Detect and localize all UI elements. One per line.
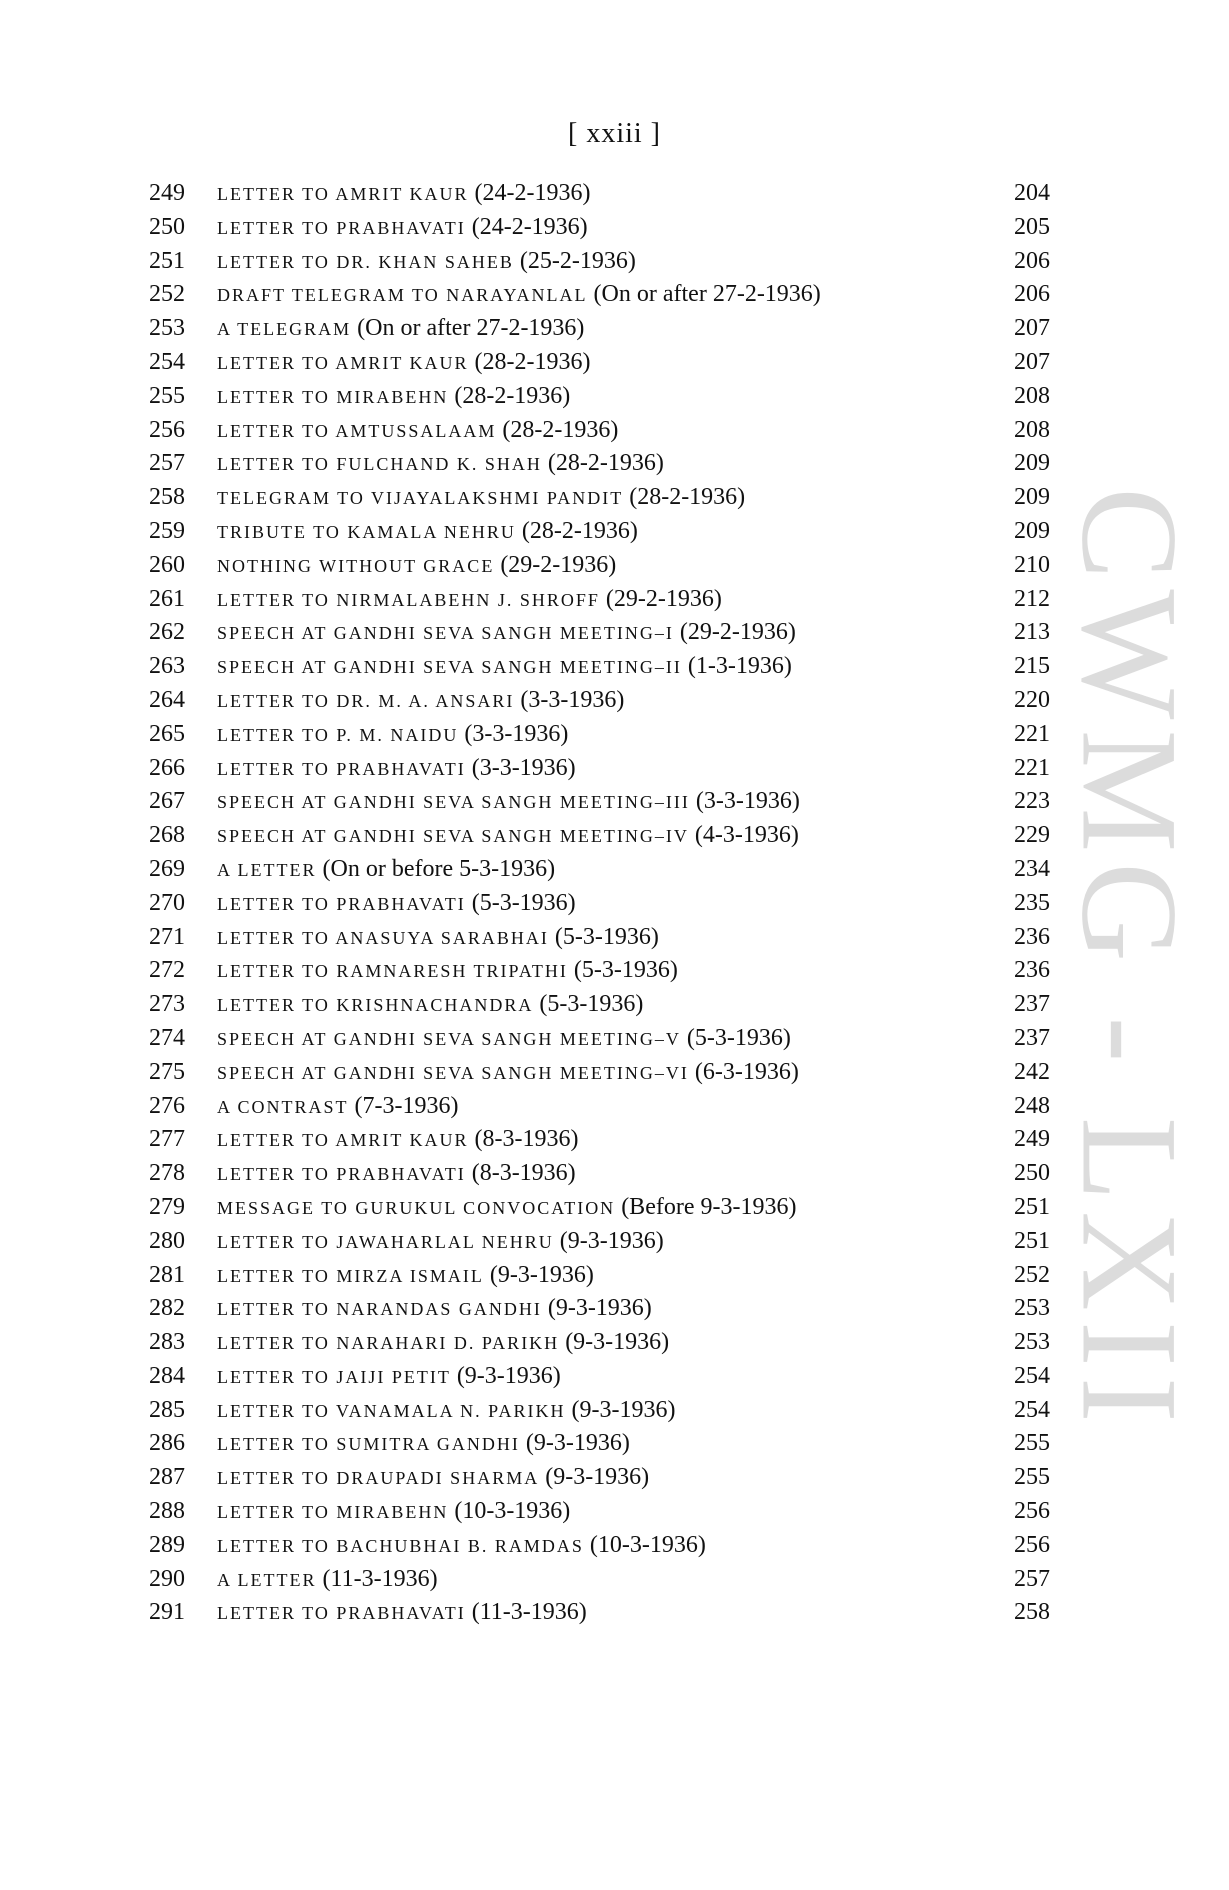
entry-date: (9-3-1936) <box>559 1227 664 1254</box>
entry-page: 223 <box>1014 788 1050 815</box>
entry-title <box>217 346 590 381</box>
entry-date: (3-3-1936) <box>520 686 625 713</box>
entry-date: (3-3-1936) <box>695 788 800 815</box>
entry-title-text: LETTER TO DR. KHAN SAHEB <box>217 251 514 272</box>
entry-page: 236 <box>1014 957 1050 984</box>
page-number: [ xxiii ] <box>568 118 661 149</box>
toc-entry <box>0 1563 1229 1597</box>
entry-page: 253 <box>1014 1295 1050 1322</box>
entry-date: (11-3-1936) <box>471 1599 587 1626</box>
entry-page: 209 <box>1014 450 1050 477</box>
entry-title-text: TRIBUTE TO KAMALA NEHRU <box>217 521 516 542</box>
entry-date: (10-3-1936) <box>589 1531 706 1558</box>
entry-title-text: SPEECH AT GANDHI SEVA SANGH MEETING–IV <box>217 826 689 847</box>
entry-title <box>217 1191 796 1226</box>
entry-title-text: LETTER TO DRAUPADI SHARMA <box>217 1468 540 1489</box>
toc-entry <box>0 616 1229 650</box>
toc-entry <box>0 988 1229 1022</box>
entry-number: 258 <box>149 484 185 511</box>
entry-date: (24-2-1936) <box>474 180 591 206</box>
entry-title-text: LETTER TO NARANDAS GANDHI <box>217 1299 542 1320</box>
toc-entry <box>0 312 1229 346</box>
entry-number: 264 <box>149 686 185 713</box>
entry-title <box>217 1259 594 1294</box>
entry-page: 206 <box>1014 247 1050 274</box>
toc-entry <box>0 921 1229 955</box>
entry-date: (7-3-1936) <box>354 1092 459 1119</box>
toc-entry <box>0 414 1229 448</box>
entry-date: (9-3-1936) <box>545 1464 650 1491</box>
entry-page: 253 <box>1014 1329 1050 1356</box>
entry-page: 257 <box>1014 1565 1050 1592</box>
entry-date: (9-3-1936) <box>565 1329 670 1356</box>
toc-entry <box>0 718 1229 752</box>
toc-entry <box>0 346 1229 380</box>
entry-title <box>217 1056 799 1091</box>
entry-title <box>217 278 821 313</box>
entry-date: (28-2-1936) <box>521 517 638 544</box>
toc-entry <box>0 1394 1229 1428</box>
entry-title <box>217 887 576 922</box>
entry-page: 251 <box>1014 1227 1050 1254</box>
entry-number: 280 <box>149 1227 185 1254</box>
entry-date: (28-2-1936) <box>547 450 664 477</box>
entry-title <box>217 1292 652 1327</box>
entry-number: 265 <box>149 720 185 747</box>
entry-title <box>217 549 616 584</box>
entry-number: 255 <box>149 382 185 409</box>
entry-title-text: LETTER TO P. M. NAIDU <box>217 724 459 745</box>
entry-date: (29-2-1936) <box>605 585 722 612</box>
entry-number: 260 <box>149 551 185 578</box>
entry-page: 255 <box>1014 1464 1050 1491</box>
entry-date: (On or before 5-3-1936) <box>322 855 556 882</box>
entry-title-text: LETTER TO NIRMALABEHN J. SHROFF <box>217 589 600 610</box>
entry-title <box>217 1123 578 1158</box>
entry-date: (10-3-1936) <box>454 1498 571 1525</box>
toc-entry <box>0 583 1229 617</box>
entry-date: (28-2-1936) <box>629 484 746 511</box>
entry-title-text: A LETTER <box>217 1569 317 1590</box>
entry-number: 263 <box>149 653 185 680</box>
entry-date: (11-3-1936) <box>322 1565 438 1592</box>
watermark-text: CWMG - LXII <box>1053 487 1207 1433</box>
entry-title-text: LETTER TO PRABHAVATI <box>217 1603 466 1624</box>
toc-entry <box>0 752 1229 786</box>
entry-page: 221 <box>1014 720 1050 747</box>
entry-title <box>217 447 664 482</box>
entry-number: 286 <box>149 1430 185 1457</box>
entry-date: (9-3-1936) <box>489 1261 594 1288</box>
entry-number: 291 <box>149 1599 185 1626</box>
toc-entry <box>0 887 1229 921</box>
entry-title-text: LETTER TO JAWAHARLAL NEHRU <box>217 1231 554 1252</box>
entry-title <box>217 481 745 516</box>
entry-page: 207 <box>1014 315 1050 342</box>
toc-entry <box>0 1529 1229 1563</box>
entry-number: 262 <box>149 619 185 646</box>
entry-title <box>217 1427 630 1462</box>
entry-page: 206 <box>1014 281 1050 308</box>
entry-page: 208 <box>1014 416 1050 443</box>
entry-number: 269 <box>149 855 185 882</box>
entry-page: 249 <box>1014 1126 1050 1153</box>
toc-entry <box>0 1461 1229 1495</box>
entry-page: 212 <box>1014 585 1050 612</box>
entry-title-text: LETTER TO SUMITRA GANDHI <box>217 1434 520 1455</box>
entry-title-text: A LETTER <box>217 859 317 880</box>
entry-title-text: A CONTRAST <box>217 1096 349 1117</box>
entry-title <box>217 954 678 989</box>
toc-entry <box>0 515 1229 549</box>
entry-title <box>217 650 792 685</box>
entry-title-text: LETTER TO FULCHAND K. SHAH <box>217 454 542 475</box>
entry-number: 272 <box>149 957 185 984</box>
toc-entry <box>0 853 1229 887</box>
entry-page: 248 <box>1014 1092 1050 1119</box>
entry-title-text: LETTER TO BACHUBHAI B. RAMDAS <box>217 1535 584 1556</box>
entry-date: (3-3-1936) <box>471 754 576 781</box>
entry-title <box>217 752 576 787</box>
toc-entry <box>0 1022 1229 1056</box>
entry-date: (5-3-1936) <box>471 889 576 916</box>
entry-page: 256 <box>1014 1531 1050 1558</box>
entry-title-text: LETTER TO PRABHAVATI <box>217 1164 466 1185</box>
entry-page: 204 <box>1014 180 1050 206</box>
entry-date: (28-2-1936) <box>454 382 571 409</box>
entry-page: 205 <box>1014 213 1050 240</box>
toc-entry <box>0 819 1229 853</box>
entry-title-text: NOTHING WITHOUT GRACE <box>217 555 495 576</box>
entry-title-text: LETTER TO AMTUSSALAAM <box>217 420 497 441</box>
entry-date: (9-3-1936) <box>571 1396 676 1423</box>
toc-entry <box>0 380 1229 414</box>
entry-title-text: LETTER TO DR. M. A. ANSARI <box>217 690 515 711</box>
toc-entry <box>0 549 1229 583</box>
entry-number: 290 <box>149 1565 185 1592</box>
entry-title-text: LETTER TO JAIJI PETIT <box>217 1366 451 1387</box>
entry-title-text: LETTER TO MIRABEHN <box>217 1502 449 1523</box>
entry-number: 275 <box>149 1058 185 1085</box>
entry-date: (9-3-1936) <box>456 1362 561 1389</box>
entry-number: 254 <box>149 348 185 375</box>
entry-page: 220 <box>1014 686 1050 713</box>
entry-page: 209 <box>1014 517 1050 544</box>
entry-date: (5-3-1936) <box>573 957 678 984</box>
toc-entry <box>0 1157 1229 1191</box>
entry-title-text: TELEGRAM TO VIJAYALAKSHMI PANDIT <box>217 488 624 509</box>
entry-title-text: LETTER TO ANASUYA SARABHAI <box>217 927 549 948</box>
entry-page: 254 <box>1014 1362 1050 1389</box>
entry-page: 256 <box>1014 1498 1050 1525</box>
toc-entry <box>0 1191 1229 1225</box>
entry-page: 234 <box>1014 855 1050 882</box>
entry-date: (3-3-1936) <box>464 720 569 747</box>
toc-entry <box>0 211 1229 245</box>
entry-date: (1-3-1936) <box>687 653 792 680</box>
entry-title <box>217 853 555 888</box>
entry-title <box>217 988 643 1023</box>
entry-number: 289 <box>149 1531 185 1558</box>
toc-entry <box>0 684 1229 718</box>
entry-title-text: SPEECH AT GANDHI SEVA SANGH MEETING–I <box>217 623 674 644</box>
toc-entry <box>0 1326 1229 1360</box>
entry-title <box>217 819 799 854</box>
entry-title-text: LETTER TO NARAHARI D. PARIKH <box>217 1333 560 1354</box>
entry-number: 278 <box>149 1160 185 1187</box>
toc-entry <box>0 1495 1229 1529</box>
entry-date: (24-2-1936) <box>471 213 588 240</box>
entry-title <box>217 515 638 550</box>
entry-page: 251 <box>1014 1193 1050 1220</box>
entry-number: 279 <box>149 1193 185 1220</box>
entry-title-text: SPEECH AT GANDHI SEVA SANGH MEETING–III <box>217 792 690 813</box>
entry-number: 250 <box>149 213 185 240</box>
entry-number: 266 <box>149 754 185 781</box>
entry-page: 236 <box>1014 923 1050 950</box>
entry-title <box>217 684 624 719</box>
entry-number: 282 <box>149 1295 185 1322</box>
entry-date: (On or after 27-2-1936) <box>357 315 585 342</box>
entry-title <box>217 616 796 651</box>
entry-date: (4-3-1936) <box>694 822 799 849</box>
entry-title <box>217 1461 649 1496</box>
entry-date: (28-2-1936) <box>502 416 619 443</box>
entry-number: 285 <box>149 1396 185 1423</box>
entry-title <box>217 1157 576 1192</box>
entry-number: 253 <box>149 315 185 342</box>
toc-entry <box>0 1596 1229 1630</box>
entry-number: 261 <box>149 585 185 612</box>
entry-page: 235 <box>1014 889 1050 916</box>
toc-entry <box>0 481 1229 515</box>
entry-page: 215 <box>1014 653 1050 680</box>
toc-entry <box>0 1225 1229 1259</box>
entry-title-text: LETTER TO RAMNARESH TRIPATHI <box>217 961 568 982</box>
entry-page: 237 <box>1014 1024 1050 1051</box>
entry-title <box>217 718 568 753</box>
entry-title <box>217 1225 664 1260</box>
entry-number: 249 <box>149 180 185 206</box>
entry-title-text: LETTER TO PRABHAVATI <box>217 758 466 779</box>
entry-date: (9-3-1936) <box>547 1295 652 1322</box>
toc-entry <box>0 1259 1229 1293</box>
entry-title-text: LETTER TO MIRABEHN <box>217 386 449 407</box>
entry-title <box>217 1529 706 1564</box>
entry-date: (8-3-1936) <box>474 1126 579 1153</box>
entry-number: 256 <box>149 416 185 443</box>
entry-date: (29-2-1936) <box>679 619 796 646</box>
entry-page: 208 <box>1014 382 1050 409</box>
entry-page: 229 <box>1014 822 1050 849</box>
entry-number: 271 <box>149 923 185 950</box>
entry-page: 254 <box>1014 1396 1050 1423</box>
entry-title <box>217 1563 438 1598</box>
entry-number: 267 <box>149 788 185 815</box>
entry-number: 276 <box>149 1092 185 1119</box>
entry-number: 252 <box>149 281 185 308</box>
entry-date: (Before 9-3-1936) <box>621 1193 797 1220</box>
entry-date: (28-2-1936) <box>474 348 591 375</box>
entry-page: 221 <box>1014 754 1050 781</box>
entry-page: 252 <box>1014 1261 1050 1288</box>
entry-date: (5-3-1936) <box>539 991 644 1018</box>
entry-title-text: LETTER TO KRISHNACHANDRA <box>217 995 534 1016</box>
entry-title <box>217 211 588 246</box>
entry-date: (25-2-1936) <box>519 247 636 274</box>
entry-date: (9-3-1936) <box>525 1430 630 1457</box>
entry-title <box>217 380 570 415</box>
toc-entry <box>0 278 1229 312</box>
entry-page: 250 <box>1014 1160 1050 1187</box>
entry-title <box>217 1326 669 1361</box>
entry-page: 210 <box>1014 551 1050 578</box>
entry-title <box>217 1394 676 1429</box>
entry-number: 257 <box>149 450 185 477</box>
entry-date: (6-3-1936) <box>694 1058 799 1085</box>
entry-number: 259 <box>149 517 185 544</box>
entry-page: 242 <box>1014 1058 1050 1085</box>
entry-title-text: A TELEGRAM <box>217 319 352 340</box>
table-of-contents <box>0 177 1229 1630</box>
entry-number: 284 <box>149 1362 185 1389</box>
entry-page: 213 <box>1014 619 1050 646</box>
entry-number: 283 <box>149 1329 185 1356</box>
entry-date: (8-3-1936) <box>471 1160 576 1187</box>
entry-number: 268 <box>149 822 185 849</box>
entry-title-text: LETTER TO AMRIT KAUR <box>217 184 469 204</box>
entry-title <box>217 414 618 449</box>
entry-title <box>217 1596 587 1631</box>
entry-title-text: LETTER TO MIRZA ISMAIL <box>217 1265 484 1286</box>
entry-title-text: DRAFT TELEGRAM TO NARAYANLAL <box>217 285 588 306</box>
toc-entry <box>0 1090 1229 1124</box>
entry-number: 251 <box>149 247 185 274</box>
entry-date: (29-2-1936) <box>500 551 617 578</box>
entry-page: 237 <box>1014 991 1050 1018</box>
entry-number: 281 <box>149 1261 185 1288</box>
entry-page: 209 <box>1014 484 1050 511</box>
toc-entry <box>0 785 1229 819</box>
toc-entry <box>0 1056 1229 1090</box>
entry-page: 255 <box>1014 1430 1050 1457</box>
toc-entry <box>0 1292 1229 1326</box>
entry-title-text: SPEECH AT GANDHI SEVA SANGH MEETING–VI <box>217 1062 689 1083</box>
entry-title <box>217 921 659 956</box>
entry-number: 274 <box>149 1024 185 1051</box>
entry-title-text: LETTER TO AMRIT KAUR <box>217 1130 469 1151</box>
entry-title-text: SPEECH AT GANDHI SEVA SANGH MEETING–II <box>217 657 682 678</box>
entry-title-text: MESSAGE TO GURUKUL CONVOCATION <box>217 1197 616 1218</box>
toc-entry <box>0 1427 1229 1461</box>
toc-entry <box>0 954 1229 988</box>
entry-title-text: LETTER TO AMRIT KAUR <box>217 352 469 373</box>
entry-title <box>217 583 722 618</box>
entry-number: 270 <box>149 889 185 916</box>
entry-date: (On or after 27-2-1936) <box>593 281 821 308</box>
entry-title <box>217 245 636 280</box>
entry-title <box>217 1090 458 1125</box>
entry-number: 277 <box>149 1126 185 1153</box>
entry-date: (5-3-1936) <box>686 1024 791 1051</box>
toc-entry <box>0 245 1229 279</box>
entry-title <box>217 1495 570 1530</box>
entry-number: 288 <box>149 1498 185 1525</box>
entry-number: 273 <box>149 991 185 1018</box>
entry-date: (5-3-1936) <box>554 923 659 950</box>
entry-title <box>217 177 590 212</box>
entry-title <box>217 785 800 820</box>
entry-number: 287 <box>149 1464 185 1491</box>
toc-entry <box>0 650 1229 684</box>
entry-title-text: LETTER TO PRABHAVATI <box>217 893 466 914</box>
toc-entry <box>0 447 1229 481</box>
entry-title-text: LETTER TO PRABHAVATI <box>217 217 466 238</box>
entry-page: 258 <box>1014 1599 1050 1626</box>
toc-entry <box>0 1360 1229 1394</box>
entry-page: 207 <box>1014 348 1050 375</box>
entry-title-text: LETTER TO VANAMALA N. PARIKH <box>217 1400 566 1421</box>
entry-title <box>217 1360 561 1395</box>
toc-entry <box>0 177 1229 211</box>
entry-title <box>217 312 584 347</box>
entry-title <box>217 1022 791 1057</box>
toc-entry <box>0 1123 1229 1157</box>
entry-title-text: SPEECH AT GANDHI SEVA SANGH MEETING–V <box>217 1028 681 1049</box>
